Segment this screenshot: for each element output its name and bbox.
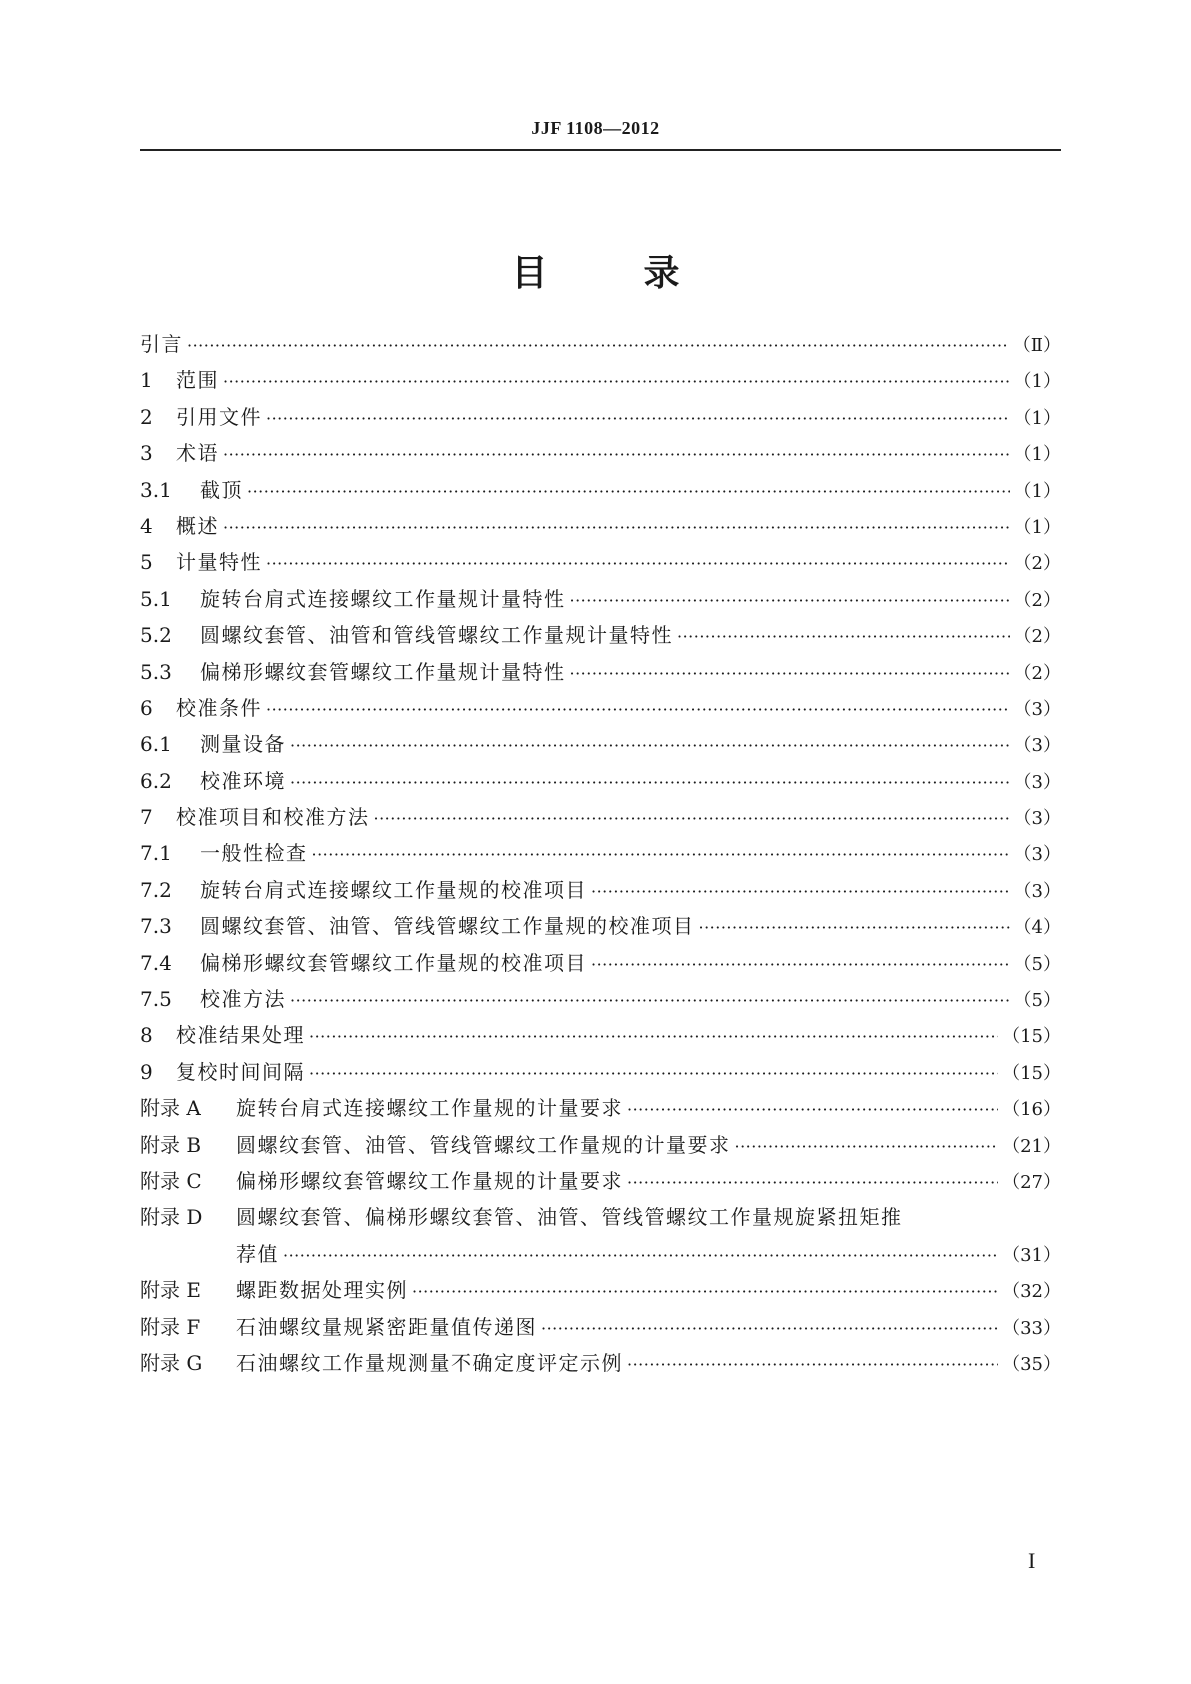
toc-entry: [140, 947, 1061, 983]
toc-entry-number: 1: [140, 368, 153, 393]
toc-entry-label: 复校时间间隔: [176, 1059, 305, 1084]
toc-entry-number: 3: [140, 441, 153, 466]
toc-dot-leader: [412, 1282, 998, 1301]
toc-entry: [140, 328, 1061, 364]
toc-entry: [140, 656, 1061, 692]
toc-dot-leader: [699, 918, 1010, 937]
toc-entry-page: （1）: [1013, 480, 1061, 502]
toc-entry-label: 校准环境: [200, 768, 286, 793]
toc-entry: [140, 728, 1061, 764]
toc-entry-page: （27）: [1002, 1171, 1061, 1193]
toc-entry-label: 测量设备: [200, 732, 286, 757]
toc-entry-number: 7.5: [140, 987, 172, 1012]
toc-entry-label: 旋转台肩式连接螺纹工作量规计量特性: [200, 586, 566, 611]
toc-entry-number: 2: [140, 404, 153, 429]
toc-entry: [140, 1092, 1061, 1128]
toc-dot-leader: [309, 1027, 998, 1046]
toc-entry-number: 7: [140, 805, 153, 830]
toc-dot-leader: [290, 773, 1010, 792]
toc-dot-leader: [570, 664, 1010, 683]
toc-entry: [140, 546, 1061, 582]
toc-entry: [140, 619, 1061, 655]
page-title: [0, 245, 1191, 296]
toc-entry-page: （Ⅱ）: [1012, 335, 1061, 356]
toc-entry: [140, 1311, 1061, 1347]
toc-entry-number: 5.1: [140, 586, 172, 611]
toc-entry-number: 8: [140, 1023, 153, 1048]
toc-dot-leader: [627, 1355, 998, 1374]
toc-entry-page: （1）: [1013, 516, 1061, 538]
toc-entry-label: 偏梯形螺纹套管螺纹工作量规的计量要求: [236, 1168, 623, 1193]
toc-dot-leader: [223, 372, 1010, 391]
toc-entry-number: 附录 E: [140, 1278, 201, 1303]
toc-entry-page: （33）: [1002, 1317, 1061, 1339]
toc-dot-leader: [374, 809, 1010, 828]
toc-entry-number: 7.2: [140, 877, 172, 902]
page-number: I: [1028, 1548, 1036, 1573]
toc-entry: [140, 1274, 1061, 1310]
toc-entry-page: （3）: [1013, 698, 1061, 720]
toc-dot-leader: [570, 591, 1010, 610]
toc-entry: [140, 1056, 1061, 1092]
toc-entry-label: 引用文件: [176, 404, 262, 429]
toc-entry: [140, 1347, 1061, 1383]
toc-dot-leader: [247, 482, 1010, 501]
toc-entry-label: 计量特性: [176, 550, 262, 575]
toc-entry: [140, 983, 1061, 1019]
toc-entry: [140, 1019, 1061, 1055]
toc-entry-label: 一般性检查: [200, 841, 308, 866]
toc-entry-label: 偏梯形螺纹套管螺纹工作量规的校准项目: [200, 950, 587, 975]
toc-dot-leader: [266, 700, 1010, 719]
toc-entry-page: （2）: [1013, 626, 1061, 648]
toc-entry-page: （2）: [1013, 553, 1061, 575]
toc-dot-leader: [290, 736, 1010, 755]
toc-entry-number: 附录 A: [140, 1096, 201, 1121]
toc-entry-number: 6.2: [140, 768, 172, 793]
toc-entry-page: （1）: [1013, 371, 1061, 393]
toc-entry: [140, 910, 1061, 946]
toc-dot-leader: [735, 1137, 999, 1156]
toc-entry-page: （15）: [1002, 1026, 1061, 1048]
toc-entry-number: 附录 G: [140, 1350, 203, 1375]
toc-entry-number: 3.1: [140, 477, 172, 502]
toc-dot-leader: [187, 336, 1009, 355]
toc-entry-page: （5）: [1013, 953, 1061, 975]
toc-entry-label: 范围: [176, 368, 219, 393]
toc-entry: [140, 1165, 1061, 1201]
toc-dot-leader: [677, 627, 1010, 646]
toc-dot-leader: [627, 1100, 998, 1119]
toc-entry-page: （2）: [1013, 589, 1061, 611]
toc-entry-page: （35）: [1002, 1353, 1061, 1375]
toc-entry-label: 旋转台肩式连接螺纹工作量规的校准项目: [200, 877, 587, 902]
toc-entry: [140, 765, 1061, 801]
toc-entry: [140, 1238, 1061, 1274]
toc-entry: [140, 474, 1061, 510]
toc-entry: [140, 437, 1061, 473]
toc-entry-number: 5.2: [140, 623, 172, 648]
toc-entry-number: 6: [140, 695, 153, 720]
toc-entry-label: 旋转台肩式连接螺纹工作量规的计量要求: [236, 1096, 623, 1121]
toc-entry: [140, 692, 1061, 728]
toc-dot-leader: [591, 955, 1010, 974]
toc-entry-page: （5）: [1013, 990, 1061, 1012]
toc-entry: [140, 1129, 1061, 1165]
toc-dot-leader: [266, 409, 1010, 428]
toc-entry: [140, 364, 1061, 400]
toc-entry: [140, 510, 1061, 546]
toc-entry: [140, 801, 1061, 837]
toc-dot-leader: [266, 554, 1010, 573]
toc-entry-label: 术语: [176, 441, 219, 466]
toc-entry-number: 7.1: [140, 841, 172, 866]
document-code-header: JJF 1108—2012: [531, 118, 660, 138]
toc-entry: [140, 401, 1061, 437]
toc-entry-page: （31）: [1002, 1244, 1061, 1266]
toc-entry-label: 石油螺纹量规紧密距量值传递图: [236, 1314, 537, 1339]
toc-entry: [140, 583, 1061, 619]
toc-entry-label: 圆螺纹套管、油管、管线管螺纹工作量规的校准项目: [200, 914, 695, 939]
toc-dot-leader: [283, 1246, 998, 1265]
toc-entry-number: 附录 C: [140, 1168, 202, 1193]
toc-entry-page: （16）: [1002, 1099, 1061, 1121]
toc-entry-label: 校准项目和校准方法: [176, 805, 370, 830]
toc-entry: [140, 837, 1061, 873]
toc-dot-leader: [223, 518, 1010, 537]
toc-entry-page: （32）: [1002, 1281, 1061, 1303]
title-char-1: 目: [511, 252, 548, 294]
toc-entry-label: 荐值: [236, 1241, 279, 1266]
toc-dot-leader: [223, 445, 1010, 464]
toc-entry-number: 5: [140, 550, 153, 575]
toc-entry-label: 偏梯形螺纹套管螺纹工作量规计量特性: [200, 659, 566, 684]
toc-entry: [140, 874, 1061, 910]
toc-entry-label: 引言: [140, 332, 183, 356]
toc-entry-page: （3）: [1013, 808, 1061, 830]
title-char-2: 录: [643, 252, 680, 294]
toc-entry-number: 附录 D: [140, 1205, 203, 1230]
toc-entry-label: 圆螺纹套管、油管和管线管螺纹工作量规计量特性: [200, 623, 673, 648]
toc-entry-number: 6.1: [140, 732, 172, 757]
toc-entry-page: （2）: [1013, 662, 1061, 684]
toc-entry: [140, 1201, 1061, 1237]
toc-entry-page: （3）: [1013, 880, 1061, 902]
toc-entry-label: 螺距数据处理实例: [236, 1278, 408, 1303]
toc-entry-page: （3）: [1013, 771, 1061, 793]
toc-entry-page: （1）: [1013, 407, 1061, 429]
toc-entry-label: 校准结果处理: [176, 1023, 305, 1048]
toc-entry-label: 圆螺纹套管、偏梯形螺纹套管、油管、管线管螺纹工作量规旋紧扭矩推: [236, 1205, 903, 1230]
toc-entry-number: 4: [140, 513, 153, 538]
toc-dot-leader: [591, 882, 1010, 901]
toc-entry-page: （3）: [1013, 735, 1061, 757]
toc-dot-leader: [541, 1319, 998, 1338]
table-of-contents: [140, 328, 1061, 1383]
toc-entry-page: （21）: [1002, 1135, 1061, 1157]
toc-entry-label: 石油螺纹工作量规测量不确定度评定示例: [236, 1350, 623, 1375]
toc-entry-label: 校准条件: [176, 695, 262, 720]
header-rule: [140, 149, 1061, 151]
toc-entry-number: 9: [140, 1059, 153, 1084]
toc-entry-page: （1）: [1013, 444, 1061, 466]
toc-entry-page: （15）: [1002, 1062, 1061, 1084]
toc-entry-number: 5.3: [140, 659, 172, 684]
toc-entry-label: 校准方法: [200, 987, 286, 1012]
toc-entry-label: 截顶: [200, 477, 243, 502]
toc-dot-leader: [290, 991, 1010, 1010]
toc-dot-leader: [312, 845, 1010, 864]
toc-entry-number: 7.3: [140, 914, 172, 939]
toc-entry-number: 附录 B: [140, 1132, 202, 1157]
toc-entry-page: （3）: [1013, 844, 1061, 866]
toc-entry-number: 7.4: [140, 950, 172, 975]
toc-entry-label: 概述: [176, 513, 219, 538]
toc-entry-number: 附录 F: [140, 1314, 201, 1339]
toc-entry-label: 圆螺纹套管、油管、管线管螺纹工作量规的计量要求: [236, 1132, 731, 1157]
toc-dot-leader: [627, 1173, 998, 1192]
toc-dot-leader: [309, 1064, 998, 1083]
toc-entry-page: （4）: [1013, 917, 1061, 939]
